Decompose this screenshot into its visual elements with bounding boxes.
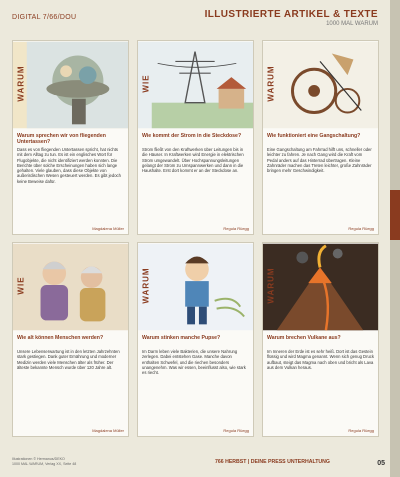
card-body: Unsere Lebenserwartung ist in den letzten Jahrzehnten stark gestiegen. Dank guter Ernährung und moderner Medizin werden viele Menschen älter als früher. Der älteste bekannte Mensch wurde über 120 Jahre alt. (17, 349, 120, 370)
section-title: ILLUSTRIERTE ARTIKEL & TEXTE (204, 9, 378, 20)
card-label: WARUM (266, 65, 276, 102)
card-body: Im Inneren der Erde ist es sehr heiß. Dort ist das Gestein flüssig und wird Magma genannt. Wenn sich genug Druck aufbaut, steigt das Magma nach oben und bricht als Lava aus dem Vulkan heraus. (267, 349, 374, 370)
card-body: Strom fließt von den Kraftwerken über Leitungen bis in die Häuser. In Kraftwerken wird Energie in elektrischen Strom umgewandelt. Über Hochspannungsleitungen gelangt der Strom zu Umspannwerken und dann in die Haushalte. Erst dort kommt er an der Steckdose an. (142, 147, 244, 174)
card-question: Warum sprechen wir von fliegenden Untertassen? (17, 133, 106, 146)
card-alter (12, 242, 129, 437)
card-body: Dass es von fliegenden Untertassen spricht, hat nichts mit dem Alltag zu tun. Es ist ein englisches Wort für Flugobjekte, die nicht identifiziert werden konnten. Die Berichte über solche Erscheinungen haben sich lange gehalten. Viele glauben, dass diese Objekte von außerirdischen Wesen gesteuert werden. Es gibt jedoch keine Beweise dafür. (17, 147, 121, 184)
card-pupse (137, 242, 254, 437)
card-question: Warum stinken manche Pupse? (142, 335, 221, 341)
card-author: Regula Rüegg (348, 226, 374, 231)
card-question: Wie kommt der Strom in die Steckdose? (142, 133, 242, 139)
card-author: Magdalena Müller (92, 226, 124, 231)
elderly-people-illustration (13, 243, 128, 331)
card-label: WARUM (266, 267, 276, 304)
footer-credits: Illustrationen © Hermanus/DEKO 1000 MAL WARUM, Verlag XX, Seite 48 (12, 457, 77, 466)
section-subtitle: 1000 MAL WARUM (326, 21, 378, 27)
card-body: Im Darm leben viele Bakterien, die unsere Nahrung zerlegen. Dabei entstehen Gase. Manche davon enthalten Schwefel, und die riechen besonders unangenehm. Was wir essen, beeinflusst also, wie stark es riecht. (142, 349, 246, 376)
card-author: Magdalena Müller (92, 428, 124, 433)
card-author: Regula Rüegg (223, 428, 249, 433)
card-grid (12, 40, 382, 440)
card-question: Wie alt können Menschen werden? (17, 335, 104, 341)
card-author: Regula Rüegg (223, 226, 249, 231)
header-left: DIGITAL 7/66/DOU (12, 14, 77, 21)
card-body: Eine Gangschaltung am Fahrrad hilft uns, schneller oder leichter zu fahren. Je nach Gang wird die Kraft vom Pedal anders auf das Hinterrad übertragen. Kleine Zahnräder machen das Treten leichter, große Zahnräder bringen mehr Geschwindigkeit. (267, 147, 372, 174)
card-label: WARUM (141, 267, 151, 304)
ufo-illustration (13, 41, 128, 129)
card-strom (137, 40, 254, 235)
side-bar (390, 0, 400, 477)
card-gangschaltung (262, 40, 379, 235)
card-question: Warum brechen Vulkane aus? (267, 335, 341, 341)
footer-title: 766 HERBST | DEINE PRESS UNTERHALTUNG (215, 459, 330, 465)
card-label: WIE (141, 74, 151, 93)
power-line-illustration (138, 41, 253, 129)
card-vulkane (262, 242, 379, 437)
volcano-illustration (263, 243, 378, 331)
card-author: Regula Rüegg (348, 428, 374, 433)
card-label: WIE (16, 276, 26, 295)
page-number: 05 (377, 460, 385, 467)
child-illustration (138, 243, 253, 331)
card-ufo (12, 40, 129, 235)
header-right (205, 9, 378, 27)
gear-illustration (263, 41, 378, 129)
card-question: Wie funktioniert eine Gangschaltung? (267, 133, 361, 139)
card-label: WARUM (16, 65, 26, 102)
side-tab (390, 190, 400, 240)
